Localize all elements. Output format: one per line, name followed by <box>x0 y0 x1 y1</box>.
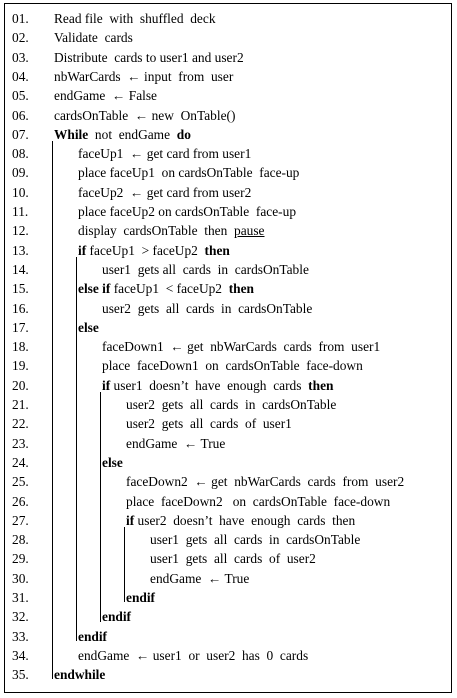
code-text <box>54 67 233 86</box>
code-text <box>54 28 133 47</box>
code-token: endGame ← False <box>54 88 158 104</box>
code-text <box>54 86 157 105</box>
line-number: 05. <box>12 88 29 104</box>
line-number: 25. <box>12 474 29 490</box>
code-text <box>102 299 312 318</box>
line-number: 24. <box>12 454 29 470</box>
keyword: then <box>308 377 334 393</box>
line-number: 06. <box>12 107 29 123</box>
code-text <box>78 627 107 646</box>
code-token: user2 gets all cards in cardsOnTable <box>126 397 337 412</box>
code-token: endGame ← True <box>126 435 226 451</box>
line-number: 07. <box>12 126 29 142</box>
keyword: else <box>78 319 99 335</box>
code-text <box>150 549 316 568</box>
line-number: 14. <box>12 261 29 277</box>
code-token: faceUp1 ← get card from user1 <box>78 146 252 162</box>
keyword: if <box>102 377 111 393</box>
code-token: Read file with shuffled deck <box>54 11 216 26</box>
block-indent-bar <box>100 392 101 622</box>
keyword: While <box>54 126 89 142</box>
line-number: 30. <box>12 570 29 586</box>
code-token: display cardsOnTable then <box>78 223 234 239</box>
line-number: 17. <box>12 319 29 335</box>
code-text <box>126 414 292 433</box>
keyword: if <box>126 512 135 528</box>
code-token: user1 doesn’t have enough cards <box>110 377 309 393</box>
block-indent-bar <box>52 141 53 679</box>
line-number: 23. <box>12 435 29 451</box>
code-token: place faceDown2 on cardsOnTable face-down <box>126 493 391 509</box>
code-text <box>150 530 360 549</box>
code-text <box>102 260 309 279</box>
code-text <box>102 453 123 472</box>
code-text <box>78 183 251 202</box>
line-number: 04. <box>12 68 29 84</box>
line-number: 10. <box>12 184 29 200</box>
line-number: 27. <box>12 512 29 528</box>
code-text <box>54 48 244 67</box>
code-token: faceUp1 > faceUp2 <box>86 242 205 258</box>
line-number: 22. <box>12 416 29 432</box>
code-token: place faceUp1 on cardsOnTable face-up <box>78 165 300 181</box>
line-number: 28. <box>12 532 29 548</box>
line-number: 12. <box>12 223 29 239</box>
line-number: 16. <box>12 300 29 316</box>
line-number: 29. <box>12 551 29 567</box>
line-number: 18. <box>12 339 29 355</box>
code-token: faceUp2 ← get card from user2 <box>78 184 252 200</box>
keyword: else if <box>78 281 111 297</box>
code-token: Validate cards <box>54 30 133 46</box>
code-token: Distribute cards to user1 and user2 <box>54 49 244 65</box>
line-number: 21. <box>12 397 29 412</box>
keyword: then <box>204 242 230 258</box>
line-number: 09. <box>12 165 29 181</box>
code-token: not endGame <box>88 126 177 142</box>
code-text <box>54 106 235 125</box>
code-token: user2 gets all cards of user1 <box>126 416 292 432</box>
keyword: else <box>102 454 123 470</box>
code-text <box>126 511 355 530</box>
line-number: 35. <box>12 667 29 683</box>
line-number: 19. <box>12 358 29 374</box>
line-number: 01. <box>12 11 29 26</box>
block-indent-bar <box>76 257 77 641</box>
line-number: 03. <box>12 49 29 65</box>
code-token: pause <box>234 223 265 239</box>
line-number: 33. <box>12 628 29 644</box>
code-text <box>78 646 308 665</box>
code-text <box>78 221 265 240</box>
code-text <box>102 376 333 395</box>
line-number: 34. <box>12 647 29 663</box>
code-text <box>102 356 363 375</box>
code-token: endGame ← user1 or user2 has 0 cards <box>78 647 309 663</box>
keyword: endwhile <box>54 667 106 683</box>
line-number: 02. <box>12 30 29 46</box>
code-token: place faceUp2 on cardsOnTable face-up <box>78 204 297 219</box>
code-text <box>54 665 105 684</box>
code-text <box>126 588 155 607</box>
code-text <box>78 144 251 163</box>
code-token: cardsOnTable ← new OnTable() <box>54 107 236 123</box>
keyword: do <box>176 126 191 142</box>
code-token: user2 doesn’t have enough cards then <box>134 512 356 528</box>
line-number: 26. <box>12 493 29 509</box>
code-token: user2 gets all cards in cardsOnTable <box>102 300 313 316</box>
code-text <box>54 9 216 28</box>
line-number: 31. <box>12 590 29 605</box>
keyword: then <box>228 281 255 297</box>
line-number: 15. <box>12 281 29 297</box>
code-text <box>78 163 299 182</box>
code-text <box>78 279 254 298</box>
code-token: endGame ← True <box>150 570 250 586</box>
line-number: 11. <box>12 204 29 219</box>
code-text <box>150 569 249 588</box>
line-number: 08. <box>12 146 29 162</box>
keyword: if <box>78 242 87 258</box>
code-text <box>102 607 131 626</box>
code-token: faceDown2 ← get nbWarCards cards from user2 <box>126 474 405 490</box>
code-text <box>126 472 404 491</box>
code-text <box>126 492 390 511</box>
code-token: user1 gets all cards in cardsOnTable <box>102 261 309 277</box>
code-token: nbWarCards ← input from user <box>54 68 234 84</box>
code-text <box>78 202 296 221</box>
line-number: 13. <box>12 242 29 258</box>
code-text <box>126 434 225 453</box>
line-number: 32. <box>12 609 29 625</box>
code-token: user1 gets all cards in cardsOnTable <box>150 532 361 548</box>
code-text <box>54 125 191 144</box>
block-indent-bar <box>124 527 125 602</box>
keyword: endif <box>102 609 132 625</box>
line-number: 20. <box>12 377 29 393</box>
code-token: user1 gets all cards of user2 <box>150 551 316 567</box>
code-text <box>126 395 336 414</box>
code-token: faceUp1 < faceUp2 <box>110 281 229 297</box>
code-token: faceDown1 ← get nbWarCards cards from user1 <box>102 339 381 355</box>
code-text <box>102 337 380 356</box>
code-text <box>78 318 99 337</box>
keyword: endif <box>126 590 156 605</box>
code-token: place faceDown1 on cardsOnTable face-down <box>102 358 363 374</box>
keyword: endif <box>78 628 108 644</box>
code-text <box>78 241 230 260</box>
